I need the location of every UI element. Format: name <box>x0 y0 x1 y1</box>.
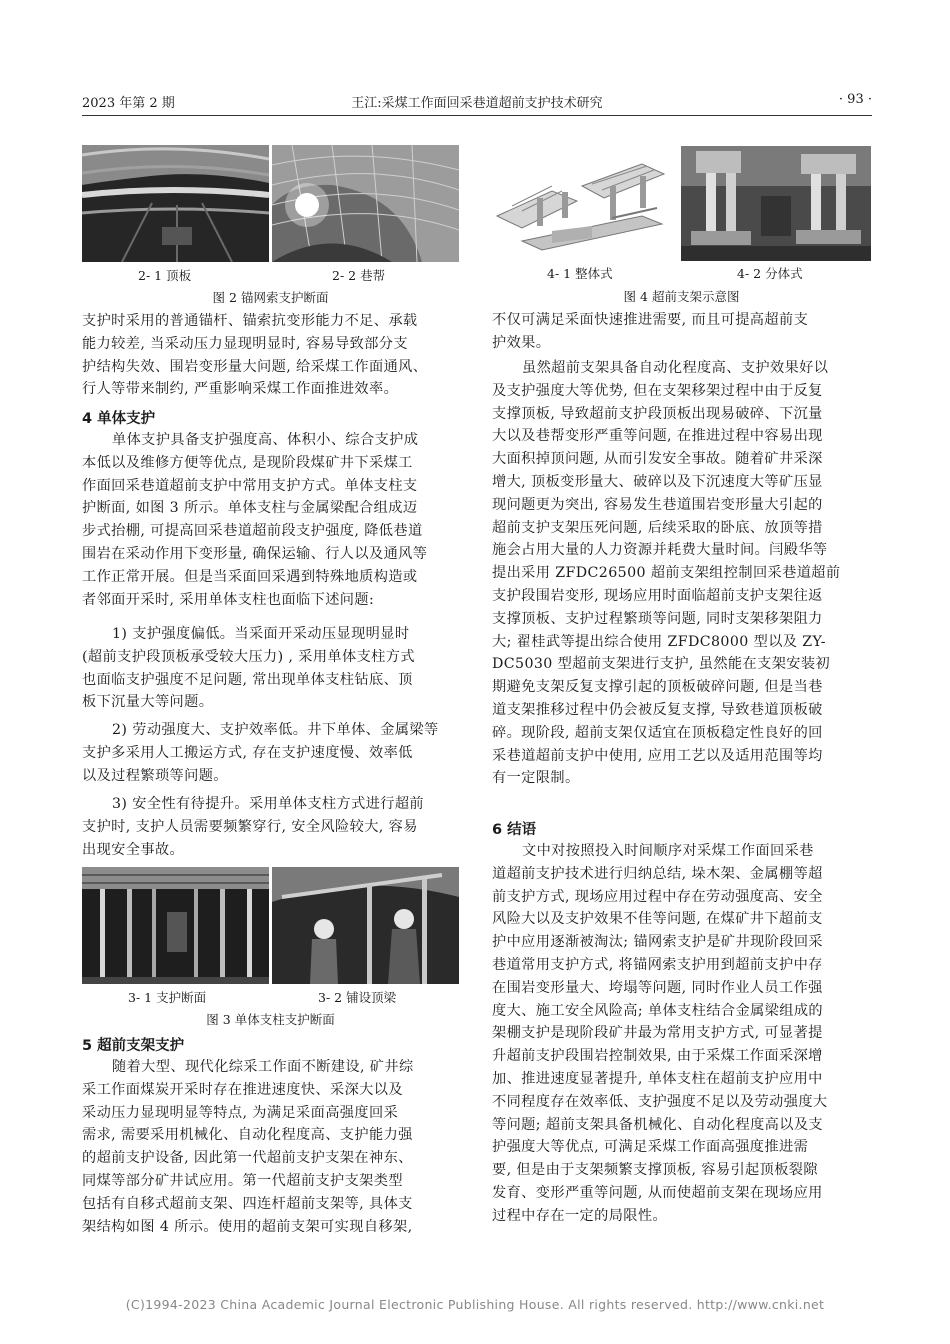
text-line: 本低以及维修方便等优点, 是现阶段煤矿井下采煤工 <box>82 454 413 471</box>
fig4-sub2-label: 4- 2 分体式 <box>737 266 803 281</box>
fig4-sub1-label: 4- 1 整体式 <box>547 266 613 281</box>
text-line: 增大, 顶板变形量大、破碎以及下沉速度大等矿压显 <box>492 473 823 490</box>
right-paragraph-2 <box>492 357 872 790</box>
fig2-caption: 图 2 锚网索支护断面 <box>212 290 329 305</box>
fig3-sub1-label: 3- 1 支护断面 <box>128 990 207 1005</box>
text-line: 过程中存在一定的局限性。 <box>492 1207 668 1224</box>
text-line: 者邻面开采时, 采用单体支柱也面临下述问题: <box>82 591 375 608</box>
text-line: 能力较差, 当采动压力显现明显时, 容易导致部分支 <box>82 335 408 352</box>
text-line: 随着大型、现代化综采工作面不断建设, 矿井综 <box>112 1059 414 1075</box>
text-line: 2) 劳动强度大、支护效率低。井下单体、金属梁等 <box>112 722 439 738</box>
text-line: 发育、变形严重等问题, 从而使超前支架在现场应用 <box>492 1184 823 1201</box>
text-line: 超前支护支架压死问题, 后续采取的卧底、放顶等措 <box>492 519 823 536</box>
right-paragraph-3 <box>492 840 872 1228</box>
text-line: 要, 但是由于支架频繁支撑顶板, 容易引起顶板裂隙 <box>492 1162 818 1179</box>
fig2-photo-rib <box>272 145 459 262</box>
text-line: 在围岩变形量大、垮塌等问题, 同时作业人员工作强 <box>492 979 823 996</box>
text-line: 巷道常用支护方式, 将锚网索支护用到超前支护中存 <box>492 956 823 973</box>
text-line: 护结构失效、围岩变形量大问题, 给采煤工作面通风、 <box>82 358 428 375</box>
text-line: 升超前支护段围岩控制效果, 由于采煤工作面采深增 <box>492 1048 823 1065</box>
text-line: 1) 支护强度偏低。当采面开采动压显现明显时 <box>112 626 410 642</box>
text-line: 道支架推移过程中仍会被反复支撑, 导致巷道顶板破 <box>492 701 823 718</box>
text-line: 支护多采用人工搬运方式, 存在支护速度慢、效率低 <box>82 744 413 761</box>
text-line: 架棚支护是现阶段矿井最为常用支护方式, 可显著提 <box>492 1025 823 1042</box>
text-line: 道超前支护技术进行归纳总结, 垛木架、金属棚等超 <box>492 865 823 882</box>
text-line: 前支护方式, 现场应用过程中存在劳动强度高、安全 <box>492 888 823 905</box>
section-heading-4: 4 单体支护 <box>82 411 156 427</box>
text-line: 工作正常开展。但是当采面回采遇到特殊地质构造或 <box>82 568 418 585</box>
fig2-sub1-label: 2- 1 顶板 <box>138 268 192 283</box>
text-line: 3) 安全性有待提升。采用单体支柱方式进行超前 <box>112 796 425 812</box>
text-line: 行人等带来制约, 严重影响采煤工作面推进效率。 <box>82 381 399 398</box>
text-line: 支护时, 支护人员需要频繁穿行, 安全风险较大, 容易 <box>82 818 418 835</box>
text-line: 有一定限制。 <box>492 770 580 787</box>
text-line: 施会占用大量的人力资源并耗费大量时间。闫殿华等 <box>492 542 828 559</box>
text-line: 支撑顶板、支护过程繁琐等问题, 同时支架移架阻力 <box>492 610 823 627</box>
text-line: 等问题; 超前支架具备机械化、自动化程度高以及支 <box>492 1116 824 1133</box>
text-line: 板下沉量大等问题。 <box>82 694 214 711</box>
text-line: 支撑顶板, 导致超前支护段顶板出现易破碎、下沉量 <box>492 405 823 422</box>
left-paragraph-3 <box>82 623 462 714</box>
section-heading-5: 5 超前支架支护 <box>82 1038 185 1054</box>
text-line: 包括有自移式超前支架、四连杆超前支架等, 具体支 <box>82 1195 413 1212</box>
left-paragraph-1 <box>82 310 462 401</box>
text-line: 采动压力显现明显等特点, 为满足采面高强度回采 <box>82 1104 399 1121</box>
fig2-photo-roof <box>82 145 269 262</box>
text-line: 提出采用 ZFDC26500 超前支架组控制回采巷道超前 <box>492 565 841 582</box>
text-line: 大以及巷帮变形严重等问题, 在推进过程中容易出现 <box>492 428 823 445</box>
text-line: 单体支护具备支护强度高、体积小、综合支护成 <box>112 432 419 448</box>
text-line: 以及过程繁琐等问题。 <box>82 767 228 784</box>
text-line: 不同程度存在效率低、支护强度不足以及劳动强度大 <box>492 1093 828 1110</box>
text-line: 支护时采用的普通锚杆、锚索抗变形能力不足、承载 <box>82 313 418 329</box>
text-line: 不仅可满足采面快速推进需要, 而且可提高超前支 <box>492 312 809 328</box>
text-line: 现问题更为突出, 容易发生巷道围岩变形量大引起的 <box>492 496 823 513</box>
text-line: 出现安全事故。 <box>82 841 185 858</box>
text-line: 围岩在采动作用下变形量, 确保运输、行人以及通风等 <box>82 545 428 562</box>
text-line: 护断面, 如图 3 所示。单体支柱与金属梁配合组成迈 <box>82 500 418 517</box>
text-line: 大面积掉顶问题, 从而引发安全事故。随着矿井采深 <box>492 451 823 468</box>
text-line: DC5030 型超前支架进行支护, 虽然能在支架安装初 <box>492 656 831 673</box>
header-rule <box>82 115 872 116</box>
text-line: 虽然超前支架具备自动化程度高、支护效果好以 <box>522 360 829 376</box>
left-paragraph-4 <box>82 719 462 787</box>
fig3-photo-beam <box>272 867 459 984</box>
text-line: 护强度大等优点, 可满足采煤工作面高强度推进需 <box>492 1139 809 1156</box>
text-line: 护中应用逐渐被淘汰; 锚网索支护是矿井现阶段回采 <box>492 934 824 951</box>
fig4-caption: 图 4 超前支架示意图 <box>623 289 740 304</box>
page-number: · 93 · <box>838 92 872 107</box>
text-line: (超前支护段顶板承受较大压力) , 采用单体支柱方式 <box>82 648 415 665</box>
text-line: 的超前支护设备, 因此第一代超前支护支架在神东、 <box>82 1150 413 1167</box>
text-line: 风险大以及支护效果不佳等问题, 在煤矿井下超前支 <box>492 911 823 928</box>
journal-issue: 2023 年第 2 期 <box>82 96 175 111</box>
fig2-sub2-label: 2- 2 巷帮 <box>332 268 386 283</box>
text-line: 及支护强度大等优势, 但在支架移架过程中由于反复 <box>492 382 823 399</box>
right-paragraph-1 <box>492 309 872 355</box>
text-line: 也面临支护强度不足问题, 常出现单体支柱钻底、顶 <box>82 671 413 688</box>
text-line: 护效果。 <box>492 334 551 351</box>
text-line: 同煤等部分矿井试应用。第一代超前支护支架类型 <box>82 1172 403 1189</box>
left-paragraph-5 <box>82 793 462 861</box>
text-line: 文中对按照投入时间顺序对采煤工作面回采巷 <box>522 843 814 859</box>
left-paragraph-2 <box>82 429 462 611</box>
fig3-caption: 图 3 单体支柱支护断面 <box>206 1012 335 1027</box>
running-header <box>82 92 872 114</box>
text-line: 架结构如图 4 所示。使用的超前支架可实现自移架, <box>82 1218 413 1235</box>
running-title: 王江:采煤工作面回采巷道超前支护技术研究 <box>351 96 603 111</box>
text-line: 度大、施工安全风险高; 单体支柱结合金属梁组成的 <box>492 1002 824 1019</box>
text-line: 期避免支架反复支撑引起的顶板破碎问题, 但是当巷 <box>492 679 823 696</box>
text-line: 碎。现阶段, 超前支架仅适宜在顶板稳定性良好的回 <box>492 724 823 741</box>
fig4-photo-split <box>681 146 871 261</box>
text-line: 加、推进速度显著提升, 单体支柱在超前支护应用中 <box>492 1070 823 1087</box>
text-line: 大; 翟桂武等提出综合使用 ZFDC8000 型以及 ZY- <box>492 633 826 650</box>
section-heading-6: 6 结语 <box>492 822 537 838</box>
text-line: 作面回采巷道超前支护中常用支护方式。单体支柱支 <box>82 477 418 494</box>
left-paragraph-6 <box>82 1056 462 1238</box>
fig3-photo-section <box>82 867 269 984</box>
text-line: 需求, 需要采用机械化、自动化程度高、支护能力强 <box>82 1127 413 1144</box>
text-line: 步式抬棚, 可提高回采巷道超前段支护强度, 降低巷道 <box>82 523 423 540</box>
copyright-footer: (C)1994-2023 China Academic Journal Electronic Publishing House. All rights reserved. http://www.cnki.net <box>125 1297 825 1312</box>
fig4-diagram-integral <box>492 146 679 261</box>
text-line: 采工作面煤炭开采时存在推进速度快、采深大以及 <box>82 1081 403 1098</box>
text-line: 支护段围岩变形, 现场应用时面临超前支护支架往返 <box>492 587 823 604</box>
text-line: 采巷道超前支护中使用, 应用工艺以及适用范围等均 <box>492 747 823 764</box>
fig3-sub2-label: 3- 2 铺设顶梁 <box>318 990 397 1005</box>
